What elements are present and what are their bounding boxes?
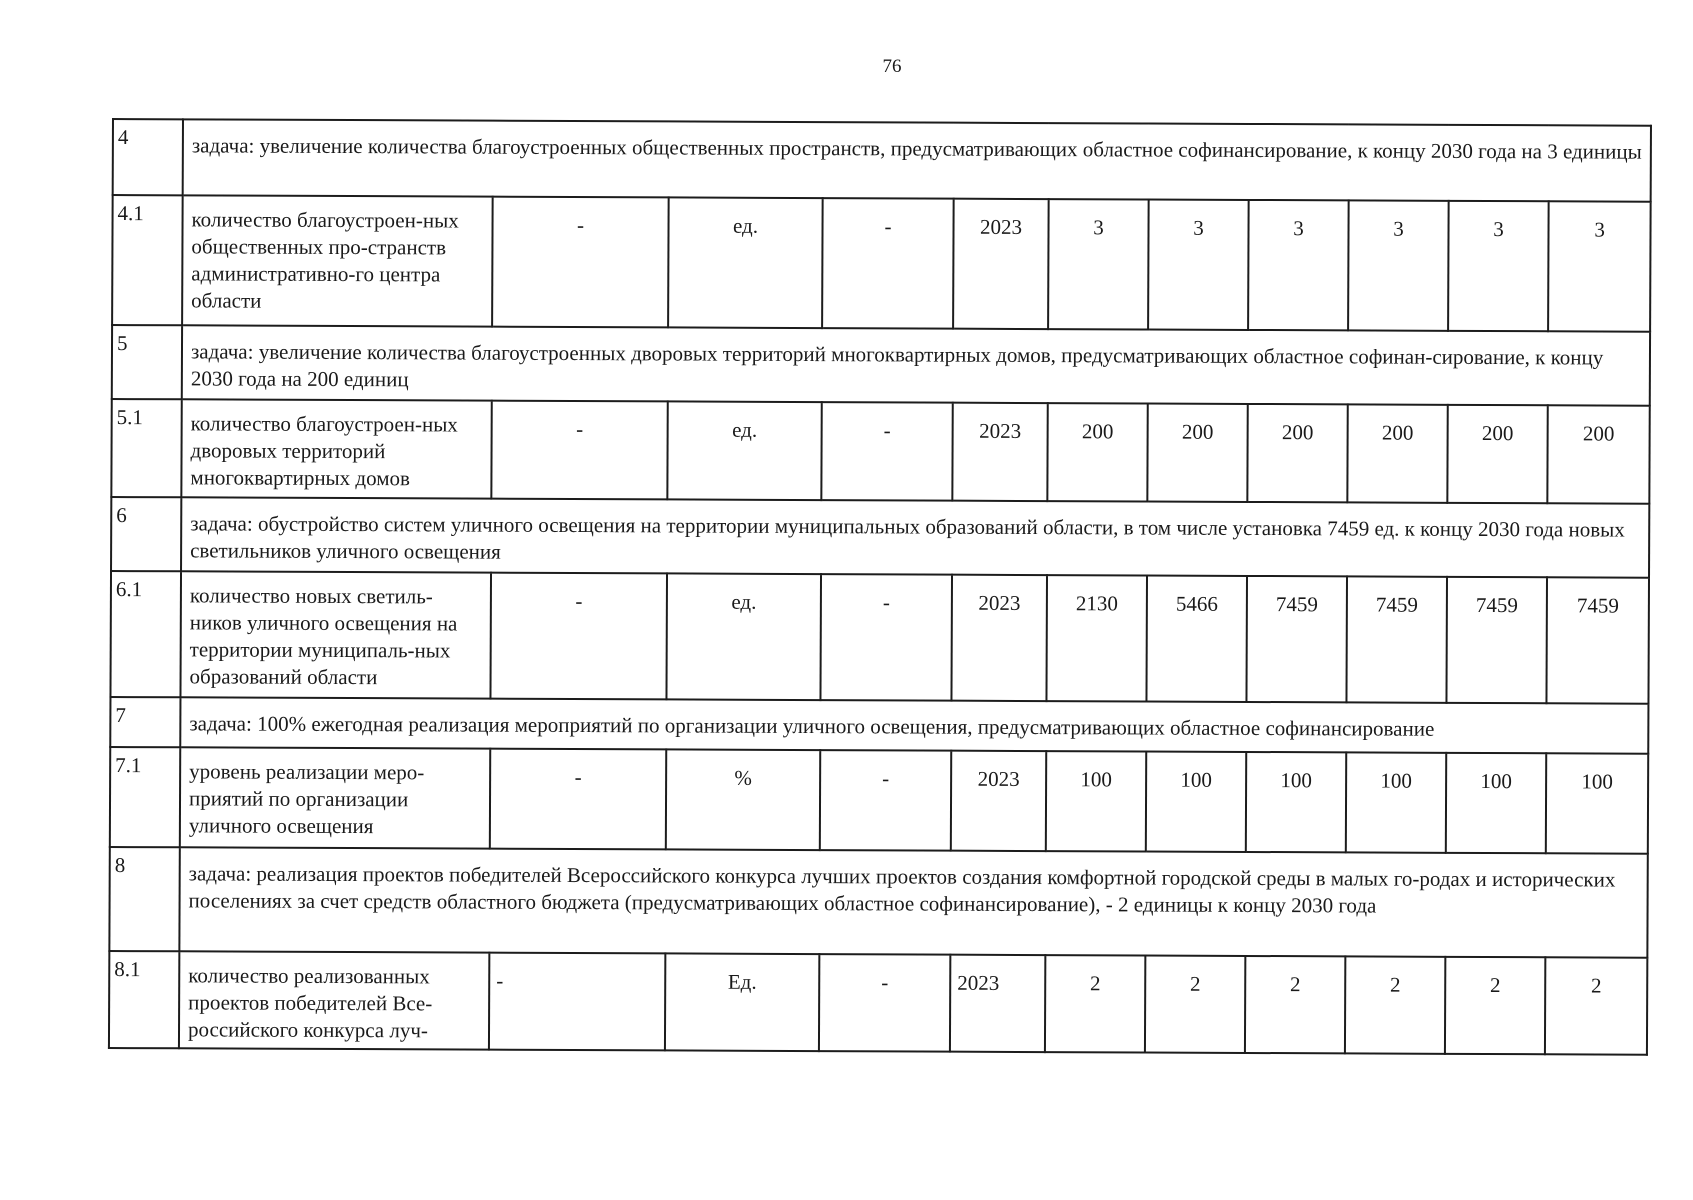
target-value-cell: 3 [1248,200,1349,330]
target-value-cell: 200 [1247,404,1347,502]
target-value-cell: 200 [1447,405,1547,503]
page-number: 76 [882,56,902,77]
base-year-cell: 2023 [951,751,1046,851]
row-number: 4.1 [112,195,183,325]
basis-cell: - [492,197,669,328]
indicator-row [111,399,1650,504]
task-description: задача: обустройство систем уличного освещения на территории муниципальных образований области, в том числе установка 7459 ед. к концу 2030 года новых светильников уличного освещения [181,497,1649,577]
target-value-cell: 3 [1448,201,1549,331]
indicator-name: количество благоустроен-ных дворовых территорий многоквартирных домов [181,399,491,498]
target-value-cell: 200 [1347,404,1447,502]
indicator-row [110,571,1649,704]
target-value-cell: 100 [1446,753,1546,853]
unit-cell: ед. [668,197,823,328]
row-number: 5 [112,325,182,399]
target-value-cell: 100 [1246,752,1346,852]
target-value-cell: 3 [1048,199,1149,329]
row-number: 4 [113,119,183,195]
target-value-cell: 200 [1047,403,1147,501]
row-number: 8.1 [109,951,179,1048]
target-value-cell: 7459 [1446,577,1547,703]
indicator-name: количество новых светиль-ников уличного освещения на территории муниципаль-ных образований области [180,571,491,698]
row-number: 5.1 [111,399,181,497]
task-description: задача: реализация проектов победителей Всероссийского конкурса лучших проектов создания комфортной городской среды в малых го-родах и исторических поселениях за счет средств областного бюджета (предусматривающих областное софинансирование), - 2 единицы к концу 2030 года [179,847,1648,957]
unit-cell: ед. [666,573,821,700]
target-value-cell: 5466 [1146,576,1247,702]
row-number: 7 [110,697,180,747]
base-value-cell: - [819,954,950,1052]
task-description: задача: увеличение количества благоустроенных дворовых территорий многоквартирных домов, предусматривающих областное софинан-сирование, к концу 2030 года на 200 единиц [182,325,1650,405]
task-description: задача: 100% ежегодная реализация мероприятий по организации уличного освещения, предусматривающих областное софинансирование [180,697,1648,753]
indicator-name: уровень реализации меро-приятий по организации уличного освещения [180,747,490,848]
unit-cell: Ед. [665,953,819,1051]
unit-cell: % [666,749,820,850]
indicator-row [109,951,1648,1055]
target-value-cell: 2 [1145,956,1245,1053]
target-value-cell: 200 [1547,405,1650,503]
base-year-cell: 2023 [952,403,1047,501]
target-value-cell: 3 [1348,200,1449,330]
row-number: 7.1 [110,747,180,847]
indicator-row [110,747,1649,854]
base-value-cell: - [820,750,951,851]
target-value-cell: 2 [1345,956,1445,1053]
base-value-cell: - [820,574,952,701]
target-value-cell: 100 [1146,752,1246,852]
task-row [110,697,1648,754]
row-number: 6.1 [110,571,181,697]
target-value-cell: 7459 [1546,577,1649,703]
indicator-name: количество благоустроен-ных общественных про-странств административно-го центра области [182,195,493,326]
task-row [112,325,1650,406]
target-value-cell: 2130 [1046,575,1147,701]
basis-cell: - [490,573,667,700]
base-value-cell: - [821,402,952,501]
row-number: 6 [111,497,181,571]
target-value-cell: 2 [1045,955,1145,1052]
indicators-table [108,118,1652,1056]
base-year-cell: 2023 [950,955,1045,1052]
target-value-cell: 3 [1148,200,1249,330]
task-description: задача: увеличение количества благоустроенных общественных пространств, предусматривающих областное софинансирование, к концу 2030 года на 3 единицы [183,119,1651,201]
target-value-cell: 100 [1346,752,1446,852]
target-value-cell: 3 [1548,201,1651,331]
basis-cell: - [490,749,666,850]
task-row [109,847,1648,958]
target-value-cell: 100 [1046,751,1146,851]
target-value-cell: 2 [1545,957,1648,1054]
task-row [113,119,1651,202]
target-value-cell: 7459 [1346,576,1447,702]
target-value-cell: 200 [1147,404,1247,502]
target-value-cell: 2 [1245,956,1345,1053]
base-value-cell: - [822,198,954,329]
base-year-cell: 2023 [953,199,1049,329]
indicator-row [112,195,1651,332]
target-value-cell: 2 [1445,957,1545,1054]
target-value-cell: 100 [1546,753,1649,853]
unit-cell: ед. [667,401,821,500]
indicator-name: количество реализованных проектов победителей Все-российского конкурса луч- [179,951,489,1049]
basis-cell: - [489,953,665,1051]
target-value-cell: 7459 [1246,576,1347,702]
row-number: 8 [109,847,179,951]
task-row [111,497,1649,578]
basis-cell: - [491,401,667,500]
base-year-cell: 2023 [951,575,1047,701]
